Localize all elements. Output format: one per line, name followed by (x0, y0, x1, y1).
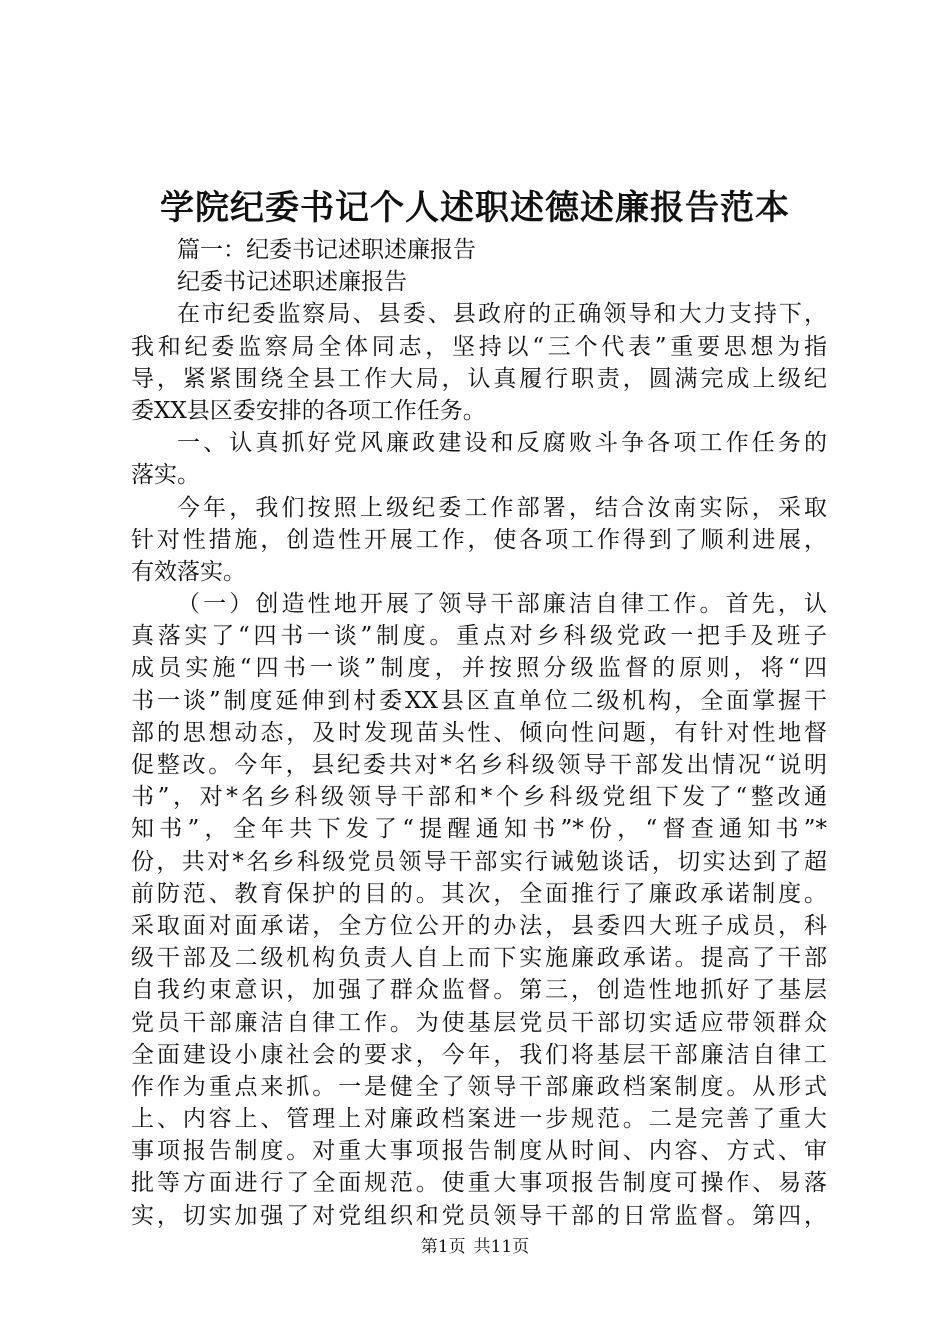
text-line: 全面建设小康社会的要求，今年，我们将基层干部廉洁自律工 (131, 1041, 827, 1068)
text-line: 批等方面进行了全面规范。使重大事项报告制度可操作、易落 (131, 1170, 827, 1197)
text-line: 份，共对*名乡科级党员领导干部实行诫勉谈话，切实达到了超 (131, 848, 827, 875)
text-line: 导，紧紧围绕全县工作大局，认真履行职责，圆满完成上级纪 (131, 365, 827, 392)
text-line: 今年，我们按照上级纪委工作部署，结合汝南实际，采取 (177, 494, 827, 521)
text-line: 纪委书记述职述廉报告 (177, 269, 407, 296)
text-line: 前防范、教育保护的目的。其次，全面推行了廉政承诺制度。 (131, 880, 827, 907)
text-line: 有效落实。 (131, 558, 246, 585)
text-line: 落实。 (131, 462, 200, 489)
text-line: 一、认真抓好党风廉政建设和反腐败斗争各项工作任务的 (177, 430, 827, 457)
text-line: 篇一：纪委书记述职述廉报告 (177, 237, 476, 263)
text-line: 部的思想动态，及时发现苗头性、倾向性问题，有针对性地督 (131, 719, 827, 746)
text-line: 真落实了“四书一谈”制度。重点对乡科级党政一把手及班子 (131, 623, 827, 650)
text-line: 采取面对面承诺，全方位公开的办法，县委四大班子成员，科 (131, 912, 827, 939)
text-line: 针对性措施，创造性开展工作，使各项工作得到了顺利进展， (131, 526, 827, 553)
text-line: 委XX县区委安排的各项工作任务。 (131, 397, 486, 424)
text-line: 作作为重点来抓。一是健全了领导干部廉政档案制度。从形式 (131, 1073, 827, 1100)
document-title: 学院纪委书记个人述职述德述廉报告范本 (160, 188, 790, 228)
document-body (131, 234, 827, 1232)
text-line: 上、内容上、管理上对廉政档案进一步规范。二是完善了重大 (131, 1106, 827, 1133)
page-number: 第1页 (420, 1237, 466, 1257)
text-line: 事项报告制度。对重大事项报告制度从时间、内容、方式、审 (131, 1138, 827, 1165)
text-line: 我和纪委监察局全体同志，坚持以“三个代表”重要思想为指 (131, 333, 827, 360)
text-line: 书一谈”制度延伸到村委XX县区直单位二级机构，全面掌握干 (131, 687, 827, 714)
text-line: 成员实施“四书一谈”制度，并按照分级监督的原则，将“四 (131, 655, 827, 682)
text-line: 促整改。今年，县纪委共对*名乡科级领导干部发出情况“说明 (131, 752, 827, 778)
text-line: 书”，对*名乡科级领导干部和*个乡科级党组下发了“整改通 (131, 784, 827, 811)
page-footer (0, 1236, 950, 1258)
text-line: 知书”，全年共下发了“提醒通知书”*份，“督查通知书”* (131, 816, 827, 843)
text-line: 级干部及二级机构负责人自上而下实施廉政承诺。提高了干部 (131, 945, 827, 972)
text-line: （一）创造性地开展了领导干部廉洁自律工作。首先，认 (177, 591, 827, 618)
text-line: 党员干部廉洁自律工作。为使基层党员干部切实适应带领群众 (131, 1009, 827, 1036)
text-line: 在市纪委监察局、县委、县政府的正确领导和大力支持下， (177, 301, 827, 328)
text-line: 自我约束意识，加强了群众监督。第三，创造性地抓好了基层 (131, 977, 827, 1004)
page-total: 共11页 (473, 1237, 530, 1257)
text-line: 实，切实加强了对党组织和党员领导干部的日常监督。第四， (131, 1202, 827, 1229)
